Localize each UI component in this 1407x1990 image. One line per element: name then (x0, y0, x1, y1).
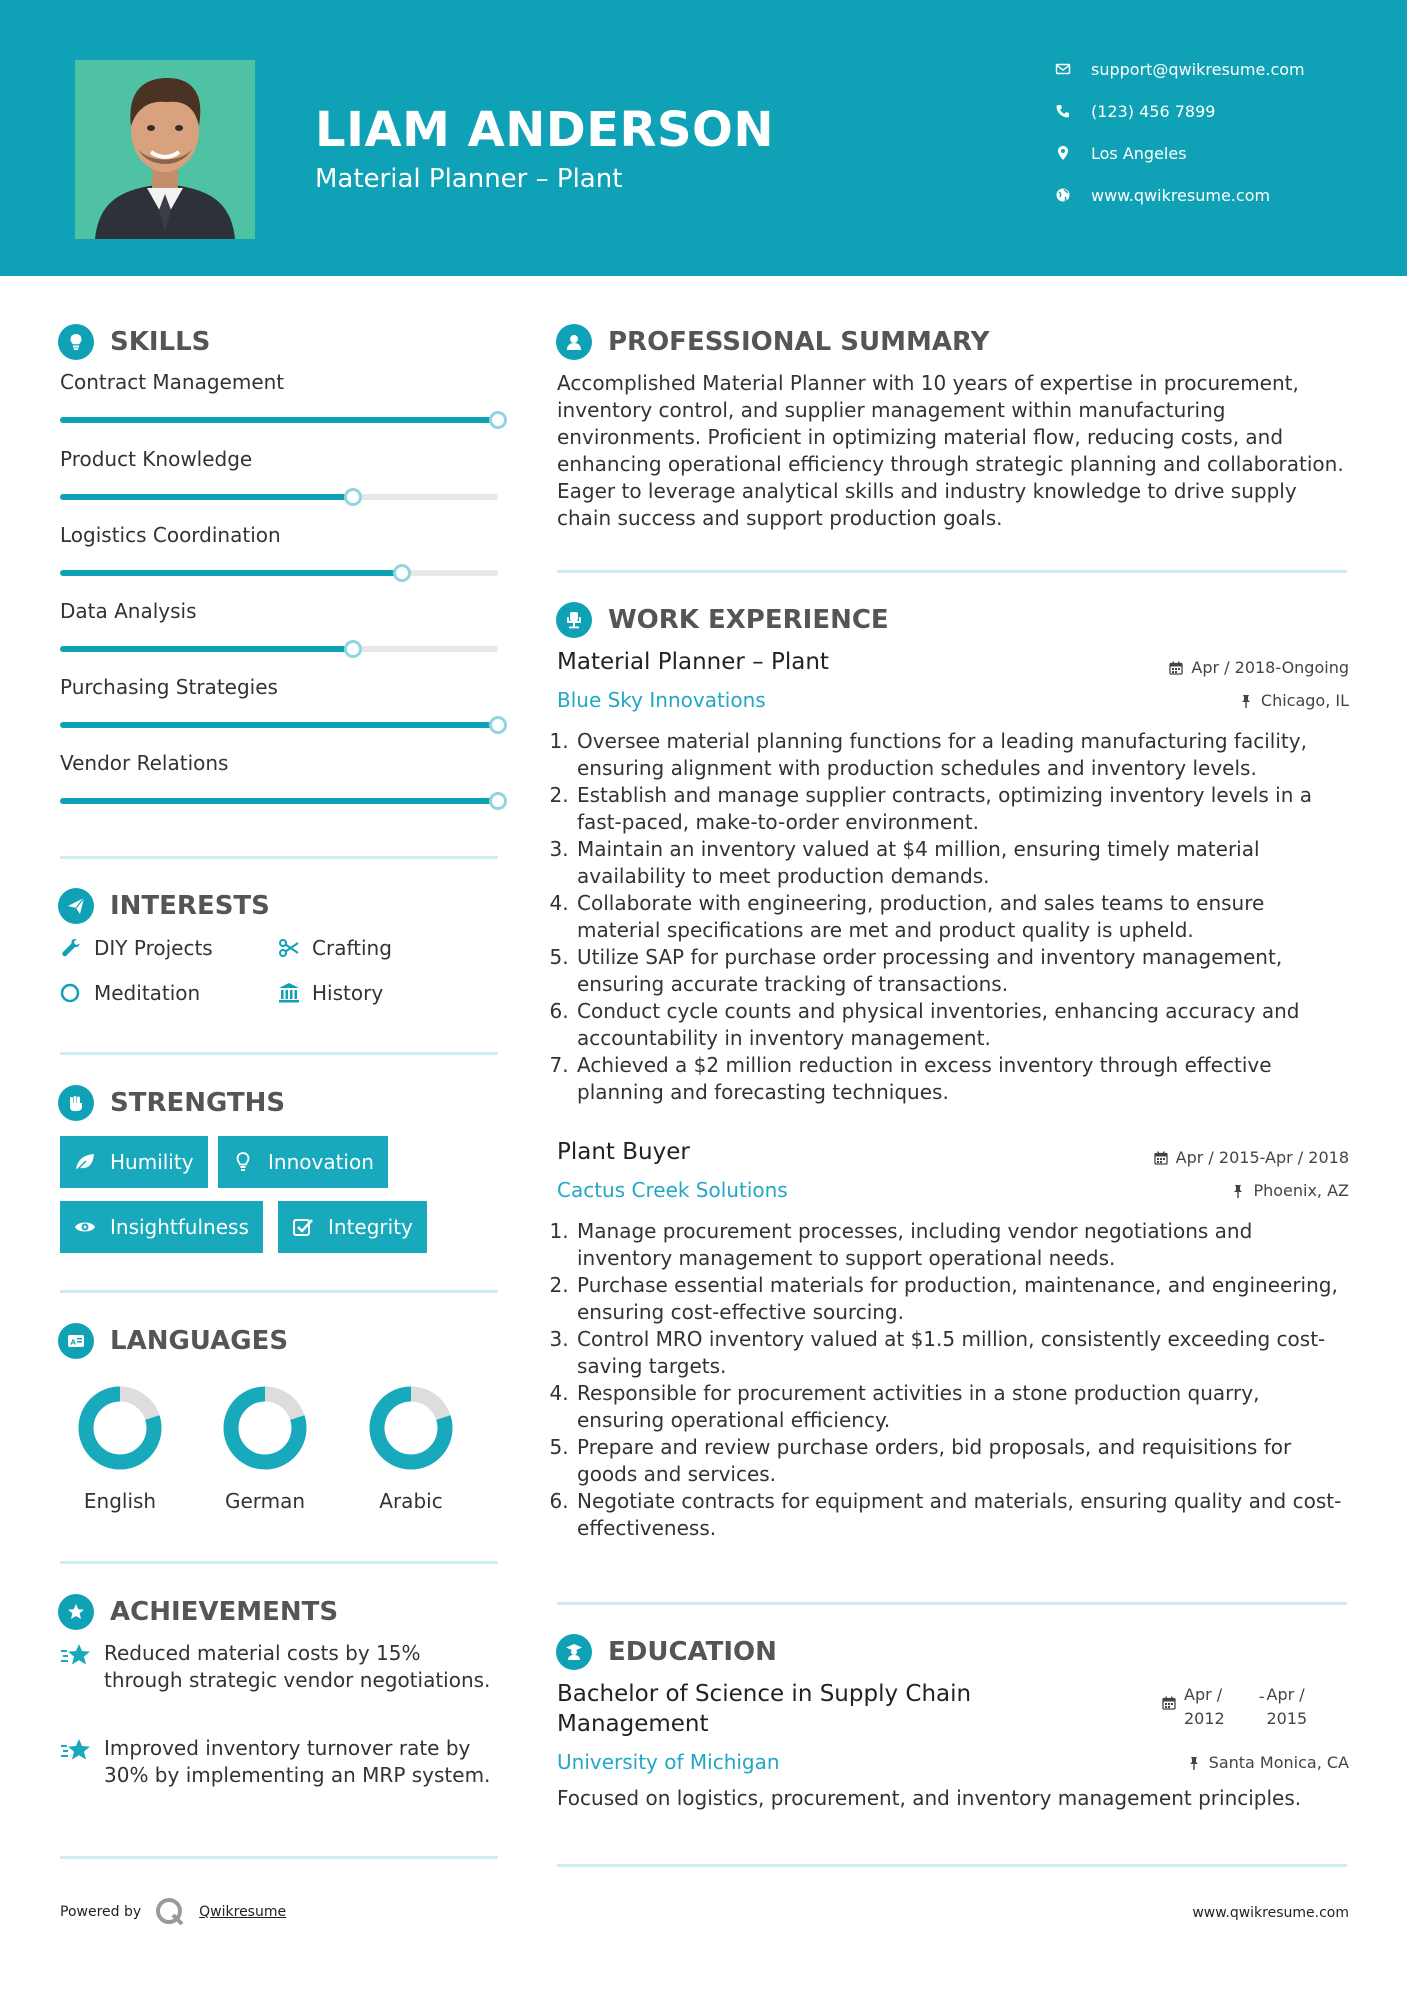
education-title: EDUCATION (608, 1637, 777, 1667)
skill-label: Vendor Relations (60, 751, 229, 775)
language-item (205, 1383, 325, 1513)
language-item (351, 1383, 471, 1513)
strength-label: Humility (110, 1150, 194, 1174)
star-icon (60, 1737, 92, 1765)
skill-label: Purchasing Strategies (60, 675, 278, 699)
contact-phone-text: (123) 456 7899 (1091, 101, 1216, 121)
skill-bar (60, 798, 498, 804)
strength-badge (278, 1201, 427, 1253)
contact-website[interactable] (1055, 180, 1375, 210)
summary-section-heading (556, 322, 989, 362)
duty-item: 4. Collaborate with engineering, production, and sales teams to ensure material specifications are met and product quality is upheld. (575, 890, 1347, 944)
duty-item: 3. Control MRO inventory valued at $1.5 million, consistently exceeding cost-saving targets. (575, 1326, 1347, 1380)
language-icon (58, 1323, 94, 1359)
interests-section-heading (58, 886, 270, 926)
education-section-heading (556, 1632, 777, 1672)
museum-icon (278, 982, 300, 1004)
fist-icon (58, 1085, 94, 1121)
contact-location (1055, 138, 1375, 168)
check-square-icon (292, 1216, 314, 1238)
paper-plane-icon (58, 888, 94, 924)
education-end-month: Apr / (1266, 1685, 1305, 1704)
star-icon (60, 1642, 92, 1670)
strength-label: Innovation (268, 1150, 374, 1174)
section-divider (557, 1864, 1347, 1867)
strength-label: Insightfulness (110, 1215, 249, 1239)
duty-item: 7. Achieved a $2 million reduction in excess inventory through effective planning and forecasting techniques. (575, 1052, 1347, 1106)
duty-item: 3. Maintain an inventory valued at $4 million, ensuring timely material availability to meet production demands. (575, 836, 1347, 890)
resume-header (0, 0, 1407, 276)
interest-label: Crafting (312, 936, 392, 960)
skill-label: Contract Management (60, 370, 285, 394)
summary-title: PROFESSIONAL SUMMARY (608, 327, 990, 357)
duty-item: 2. Purchase essential materials for production, maintenance, and engineering, ensuring cost-effective sourcing. (575, 1272, 1347, 1326)
duty-item: 5. Utilize SAP for purchase order processing and inventory management, ensuring accurate tracking of transactions. (575, 944, 1347, 998)
contact-email[interactable] (1055, 54, 1375, 84)
duty-item: 6. Conduct cycle counts and physical inventories, enhancing accuracy and accountability in inventory management. (575, 998, 1347, 1052)
calendar-icon (1154, 1151, 1168, 1165)
duty-item: 6. Negotiate contracts for equipment and materials, ensuring quality and cost-effectiveness. (575, 1488, 1347, 1542)
skill-label: Data Analysis (60, 599, 197, 623)
profile-photo (75, 60, 255, 239)
education-end-year: 2015 (1266, 1709, 1308, 1728)
company-name[interactable]: Blue Sky Innovations (557, 688, 766, 712)
job-location (1231, 1181, 1349, 1200)
user-icon (556, 324, 592, 360)
section-divider (60, 1856, 498, 1859)
graduate-icon (556, 1634, 592, 1670)
achievement-item (60, 1735, 500, 1789)
contact-website-text: www.qwikresume.com (1091, 185, 1271, 205)
contact-phone[interactable] (1055, 96, 1375, 126)
qwikresume-logo-icon (153, 1895, 187, 1929)
contact-location-text: Los Angeles (1091, 143, 1187, 163)
strengths-title: STRENGTHS (110, 1088, 286, 1118)
interest-item (278, 936, 392, 960)
scissors-icon (278, 937, 300, 959)
language-donut (366, 1383, 456, 1473)
lightbulb-icon (232, 1151, 254, 1173)
skill-bar-knob (393, 564, 411, 582)
job-location-text: Phoenix, AZ (1253, 1181, 1349, 1200)
strength-label: Integrity (328, 1215, 413, 1239)
powered-by-text: Powered by (60, 1904, 142, 1920)
interest-item (60, 936, 213, 960)
duty-item: 4. Responsible for procurement activities in a stone production quarry, ensuring operational efficiency. (575, 1380, 1347, 1434)
job-title: Material Planner – Plant (557, 649, 829, 675)
location-pin-icon (1055, 145, 1071, 161)
job-dates-text: Apr / 2018-Ongoing (1191, 658, 1349, 677)
interest-item (278, 981, 383, 1005)
job-location-text: Chicago, IL (1260, 691, 1349, 710)
strength-badge (218, 1136, 388, 1188)
school-name[interactable]: University of Michigan (557, 1750, 780, 1774)
section-divider (60, 1052, 498, 1055)
education-date-separator: - (1258, 1687, 1265, 1706)
language-label: German (224, 1489, 306, 1513)
achievement-text: Improved inventory turnover rate by 30% by implementing an MRP system. (104, 1736, 491, 1787)
experience-title: WORK EXPERIENCE (608, 605, 889, 635)
language-label: Arabic (379, 1489, 443, 1513)
language-item (60, 1383, 180, 1513)
qwikresume-link[interactable]: Qwikresume (199, 1904, 287, 1920)
skill-bar (60, 417, 498, 423)
person-photo-illustration (75, 60, 255, 239)
duty-item: 2. Establish and manage supplier contracts, optimizing inventory levels in a fast-paced, make-to-order environment. (575, 782, 1347, 836)
skill-bar-fill (60, 494, 353, 500)
achievement-text: Reduced material costs by 15% through strategic vendor negotiations. (104, 1641, 491, 1692)
achievements-section-heading (58, 1592, 338, 1632)
office-chair-icon (556, 602, 592, 638)
phone-icon (1055, 103, 1071, 119)
duty-item: 1. Oversee material planning functions for a leading manufacturing facility, ensuring alignment with production schedules and inventory levels. (575, 728, 1347, 782)
duty-item: 1. Manage procurement processes, including vendor negotiations and inventory management to support operational needs. (575, 1218, 1347, 1272)
skill-bar-fill (60, 722, 498, 728)
footer-website[interactable]: www.qwikresume.com (1192, 1905, 1349, 1921)
globe-icon (1055, 187, 1071, 203)
wrench-icon (60, 937, 82, 959)
skill-bar-knob (489, 792, 507, 810)
skill-bar-fill (60, 646, 353, 652)
language-donut (220, 1383, 310, 1473)
job-dates (1154, 1148, 1349, 1167)
eye-icon (74, 1216, 96, 1238)
section-divider (60, 1561, 498, 1564)
svg-text:A: A (70, 1338, 76, 1347)
education-description: Focused on logistics, procurement, and inventory management principles. (557, 1786, 1302, 1810)
lightbulb-icon (58, 324, 94, 360)
skill-label: Logistics Coordination (60, 523, 281, 547)
interests-title: INTERESTS (110, 891, 270, 921)
candidate-name: LIAM ANDERSON (315, 102, 775, 158)
interest-item (60, 981, 200, 1005)
pushpin-icon (1239, 694, 1253, 708)
language-donut (75, 1383, 165, 1473)
strength-badge (60, 1136, 208, 1188)
strength-badge (60, 1201, 263, 1253)
degree-title-continued: Management (557, 1711, 709, 1737)
education-location (1187, 1753, 1349, 1772)
section-divider (557, 570, 1347, 573)
job-dates (1169, 658, 1349, 677)
company-name[interactable]: Cactus Creek Solutions (557, 1178, 788, 1202)
job-duties-list (557, 728, 1347, 1106)
section-divider (557, 1602, 1347, 1605)
job-title: Plant Buyer (557, 1139, 690, 1165)
skill-bar-knob (344, 488, 362, 506)
star-badge-icon (58, 1594, 94, 1630)
summary-text: Accomplished Material Planner with 10 years of expertise in procurement, inventory control, and supplier management within manufacturing environments. Proficient in optimizing material flow, reducing costs, and enhancing operational efficiency through strategic planning and collaboration. Eager to leverage analytical skills and industry knowledge to drive supply chain success and support production goals. (557, 371, 1344, 530)
language-label: English (83, 1489, 157, 1513)
interest-label: Meditation (94, 981, 201, 1005)
strengths-section-heading (58, 1083, 285, 1123)
skill-bar-fill (60, 570, 402, 576)
skill-bar-knob (489, 411, 507, 429)
education-location-text: Santa Monica, CA (1208, 1753, 1349, 1772)
achievements-title: ACHIEVEMENTS (110, 1597, 339, 1627)
skill-bar-fill (60, 798, 498, 804)
skills-title: SKILLS (110, 327, 211, 357)
interest-label: DIY Projects (94, 936, 213, 960)
skill-bar (60, 494, 498, 500)
skill-bar-fill (60, 417, 498, 423)
contact-email-text: support@qwikresume.com (1091, 59, 1305, 79)
pushpin-icon (1231, 1184, 1245, 1198)
email-icon (1055, 61, 1071, 77)
footer-powered-by (60, 1895, 286, 1929)
skill-bar (60, 646, 498, 652)
education-dates (1162, 1683, 1307, 1731)
skills-section-heading (58, 322, 210, 362)
skill-bar-knob (489, 716, 507, 734)
candidate-title: Material Planner – Plant (315, 164, 623, 194)
experience-section-heading (556, 600, 889, 640)
languages-title: LANGUAGES (110, 1326, 289, 1356)
achievement-item (60, 1640, 500, 1694)
skill-label: Product Knowledge (60, 447, 253, 471)
calendar-icon (1169, 661, 1183, 675)
job-dates-text: Apr / 2015-Apr / 2018 (1175, 1148, 1349, 1167)
education-start-month: Apr / (1184, 1685, 1223, 1704)
degree-title: Bachelor of Science in Supply Chain (557, 1681, 972, 1707)
circle-icon (60, 982, 82, 1004)
education-start-year: 2012 (1184, 1709, 1225, 1728)
skill-bar-knob (344, 640, 362, 658)
calendar-icon (1162, 1696, 1176, 1710)
job-duties-list (557, 1218, 1347, 1542)
section-divider (60, 1290, 498, 1293)
languages-section-heading (58, 1321, 288, 1361)
skill-bar (60, 570, 498, 576)
duty-item: 5. Prepare and review purchase orders, bid proposals, and requisitions for goods and services. (575, 1434, 1347, 1488)
interest-label: History (312, 981, 384, 1005)
section-divider (60, 856, 498, 859)
skill-bar (60, 722, 498, 728)
job-location (1239, 691, 1349, 710)
pushpin-icon (1187, 1756, 1201, 1770)
leaf-icon (74, 1151, 96, 1173)
